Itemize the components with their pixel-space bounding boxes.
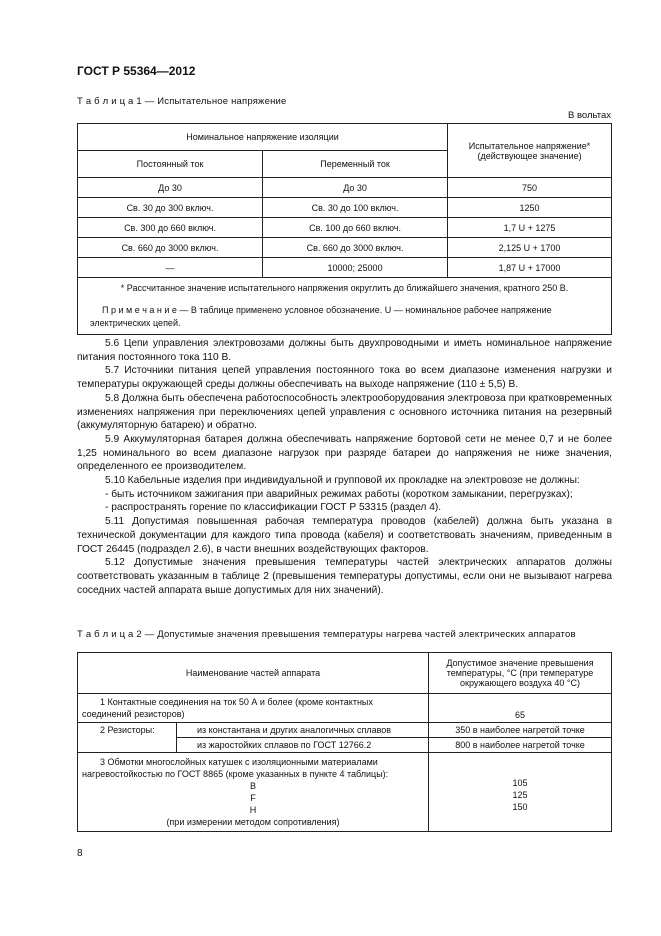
table-cell: 750	[448, 178, 612, 198]
table-cell: 1250	[448, 198, 612, 218]
class-f-value: 125	[512, 790, 528, 800]
paragraph-5-12: 5.12 Допустимые значения превышения температуры частей электрических аппаратов должны соответствовать указанным в таблице 2 (превышения температуры допустимы, если они не вызывают нагрева соседних частей аппарата выше допустимых для них значений).	[77, 557, 612, 596]
table-row	[78, 218, 612, 238]
table-cell: из жаростойких сплавов по ГОСТ 12766.2	[177, 738, 429, 753]
table-cell: До 30	[263, 178, 448, 198]
table-cell: Св. 30 до 300 включ.	[78, 198, 263, 218]
table2-caption: Т а б л и ц а 2 — Допустимые значения превышения температуры нагрева частей электрических аппаратов	[77, 629, 576, 640]
table-row	[78, 238, 612, 258]
table-cell: Св. 100 до 660 включ.	[263, 218, 448, 238]
class-f-label: F	[250, 793, 256, 803]
table1-ac-header: Переменный ток	[263, 151, 448, 178]
table-cell: —	[78, 258, 263, 278]
table1	[77, 123, 612, 335]
table-cell	[78, 753, 429, 832]
table1-units: В вольтах	[567, 110, 611, 121]
table-row	[78, 198, 612, 218]
table1-footnote: * Рассчитанное значение испытательного напряжения округлить до ближайшего значения, кратного 250 В.	[120, 283, 569, 293]
table-cell: Св. 660 до 3000 включ.	[78, 238, 263, 258]
table-cell: 65	[429, 694, 612, 723]
class-h-label: Н	[249, 805, 257, 815]
table-row	[78, 258, 612, 278]
windings-label: 3 Обмотки многослойных катушек с изоляционными материалами нагревостойкостью по ГОСТ 8865 (кроме указанных в пункте 4 таблицы):	[82, 757, 389, 779]
list-item: - распространять горение по классификации ГОСТ Р 53315 (раздел 4).	[105, 502, 442, 514]
table-cell: 350 в наиболее нагретой точке	[429, 723, 612, 738]
class-b-label: В	[249, 781, 256, 791]
list-item: - быть источником зажигания при аварийных режимах работы (коротком замыкании, перегрузках);	[105, 488, 573, 500]
table-cell	[429, 753, 612, 832]
table-cell: До 30	[78, 178, 263, 198]
table1-group-header: Номинальное напряжение изоляции	[78, 124, 448, 151]
class-h-value: 150	[512, 802, 528, 812]
table-cell: 1,87 U + 17000	[448, 258, 612, 278]
table-cell: 800 в наиболее нагретой точке	[429, 738, 612, 753]
method-label: (при измерении методом сопротивления)	[166, 817, 340, 827]
standard-header: ГОСТ Р 55364—2012	[77, 64, 196, 78]
table-row	[78, 178, 612, 198]
paragraph-5-8: 5.8 Должна быть обеспечена работоспособность электрооборудования электровоза при кратковременных изменениях напряжения при переключениях цепей управления с основного источника питания на резервный (аккумуляторную батарею) и обратно.	[77, 392, 612, 432]
table-cell: Св. 30 до 100 включ.	[263, 198, 448, 218]
table-row	[78, 753, 612, 832]
table-cell: 1,7 U + 1275	[448, 218, 612, 238]
table1-dc-header: Постоянный ток	[78, 151, 263, 178]
table-row	[78, 694, 612, 723]
table2-name-header: Наименование частей аппарата	[78, 653, 429, 694]
class-b-value: 105	[512, 778, 528, 788]
table-row	[78, 723, 612, 738]
body-text	[77, 337, 612, 597]
page-number: 8	[77, 848, 83, 859]
table1-notes	[78, 278, 612, 335]
table-cell: 2 Резисторы:	[78, 723, 177, 753]
paragraph-5-7: 5.7 Источники питания цепей управления постоянного тока во всем диапазоне изменения нагрузки и температуры окружающей среды должны обеспечивать на выходе напряжение (110 ± 5,5) В.	[77, 365, 612, 391]
table-cell: 10000; 25000	[263, 258, 448, 278]
table-cell: из константана и других аналогичных сплавов	[177, 723, 429, 738]
paragraph-5-11: 5.11 Допустимая повышенная рабочая температура проводов (кабелей) должна быть указана в технической документации для каждого типа провода (кабеля) и соответствовать значениям, приведенным в ГОСТ 26445 (подраздел 2.6), в части внешних воздействующих факторов.	[77, 516, 612, 555]
table-cell: Св. 300 до 660 включ.	[78, 218, 263, 238]
paragraph-5-6: 5.6 Цепи управления электровозами должны быть двухпроводными и иметь номинальное напряжение питания постоянного тока 110 В.	[77, 338, 612, 363]
table2	[77, 652, 612, 832]
table1-caption: Т а б л и ц а 1 — Испытательное напряжение	[77, 96, 287, 107]
table1-note: П р и м е ч а н и е — В таблице применено условное обозначение. U — номинальное рабочее напряжение электрических цепей.	[90, 305, 552, 328]
table-cell: 1 Контактные соединения на ток 50 А и более (кроме контактных соединений резисторов)	[78, 694, 429, 723]
table-cell: 2,125 U + 1700	[448, 238, 612, 258]
table2-value-header: Допустимое значение превышения температуры, °С (при температуре окружающего воздуха 40 °С)	[429, 653, 612, 694]
paragraph-5-10: 5.10 Кабельные изделия при индивидуальной и групповой их прокладке на электровозе не должны:	[105, 475, 580, 487]
table1-test-header: Испытательное напряжение* (действующее значение)	[448, 124, 612, 178]
paragraph-5-9: 5.9 Аккумуляторная батарея должна обеспечивать напряжение бортовой сети не менее 0,7 и не более 1,25 номинального во всем диапазоне нагрузок при разряде батареи до напряжения не ниже значения, определенного ее производителем.	[77, 433, 612, 473]
table-cell: Св. 660 до 3000 включ.	[263, 238, 448, 258]
